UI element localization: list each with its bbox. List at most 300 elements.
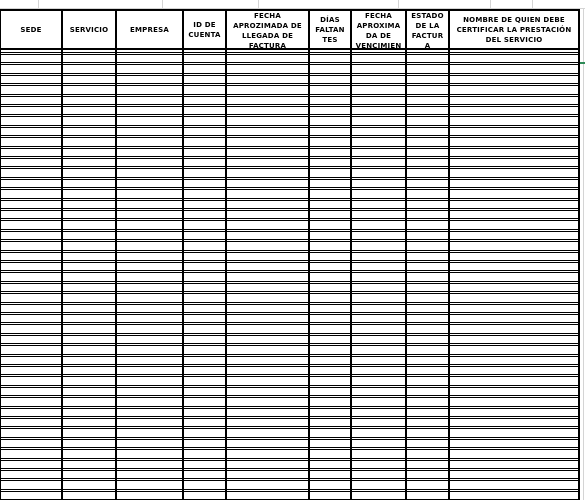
- table-cell[interactable]: [450, 305, 578, 312]
- table-cell[interactable]: [63, 149, 115, 156]
- table-cell[interactable]: [310, 190, 350, 197]
- table-cell[interactable]: [227, 117, 308, 124]
- table-cell[interactable]: [117, 481, 182, 488]
- table-cell[interactable]: [117, 388, 182, 395]
- table-cell[interactable]: [407, 388, 448, 395]
- table-cell[interactable]: [1, 315, 61, 322]
- table-cell[interactable]: [184, 117, 225, 124]
- table-cell[interactable]: [117, 180, 182, 187]
- table-cell[interactable]: [1, 461, 61, 468]
- table-cell[interactable]: [1, 159, 61, 166]
- table-cell[interactable]: [310, 492, 350, 499]
- table-cell[interactable]: [117, 149, 182, 156]
- table-cell[interactable]: [352, 440, 405, 447]
- table-cell[interactable]: [184, 357, 225, 364]
- table-cell[interactable]: [117, 55, 182, 62]
- table-cell[interactable]: [310, 325, 350, 332]
- table-cell[interactable]: [63, 429, 115, 436]
- table-cell[interactable]: [1, 273, 61, 280]
- table-cell[interactable]: [352, 55, 405, 62]
- table-cell[interactable]: [184, 346, 225, 353]
- table-cell[interactable]: [63, 377, 115, 384]
- table-cell[interactable]: [450, 440, 578, 447]
- table-cell[interactable]: [310, 336, 350, 343]
- table-cell[interactable]: [184, 377, 225, 384]
- table-cell[interactable]: [1, 492, 61, 499]
- table-cell[interactable]: [450, 336, 578, 343]
- table-cell[interactable]: [117, 357, 182, 364]
- table-cell[interactable]: [407, 76, 448, 83]
- table-cell[interactable]: [407, 253, 448, 260]
- table-cell[interactable]: [63, 461, 115, 468]
- table-cell[interactable]: [310, 180, 350, 187]
- table-cell[interactable]: [184, 409, 225, 416]
- table-cell[interactable]: [450, 55, 578, 62]
- table-cell[interactable]: [184, 263, 225, 270]
- table-cell[interactable]: [1, 367, 61, 374]
- table-cell[interactable]: [117, 367, 182, 374]
- table-cell[interactable]: [407, 461, 448, 468]
- table-cell[interactable]: [352, 450, 405, 457]
- table-cell[interactable]: [184, 211, 225, 218]
- table-cell[interactable]: [407, 336, 448, 343]
- table-cell[interactable]: [450, 65, 578, 72]
- table-cell[interactable]: [227, 294, 308, 301]
- table-cell[interactable]: [352, 138, 405, 145]
- table-cell[interactable]: [184, 97, 225, 104]
- table-cell[interactable]: [310, 263, 350, 270]
- table-cell[interactable]: [117, 492, 182, 499]
- table-cell[interactable]: [310, 55, 350, 62]
- table-cell[interactable]: [450, 284, 578, 291]
- table-cell[interactable]: [450, 232, 578, 239]
- table-cell[interactable]: [227, 409, 308, 416]
- table-cell[interactable]: [117, 253, 182, 260]
- table-cell[interactable]: [117, 273, 182, 280]
- table-cell[interactable]: [1, 149, 61, 156]
- table-cell[interactable]: [407, 346, 448, 353]
- table-cell[interactable]: [227, 471, 308, 478]
- table-cell[interactable]: [352, 263, 405, 270]
- table-cell[interactable]: [184, 242, 225, 249]
- table-cell[interactable]: [450, 357, 578, 364]
- table-cell[interactable]: [63, 440, 115, 447]
- table-cell[interactable]: [117, 97, 182, 104]
- table-cell[interactable]: [184, 190, 225, 197]
- table-cell[interactable]: [117, 409, 182, 416]
- table-cell[interactable]: [310, 65, 350, 72]
- table-cell[interactable]: [310, 461, 350, 468]
- table-cell[interactable]: [1, 346, 61, 353]
- table-cell[interactable]: [352, 97, 405, 104]
- table-cell[interactable]: [310, 429, 350, 436]
- table-cell[interactable]: [63, 201, 115, 208]
- table-cell[interactable]: [227, 284, 308, 291]
- table-cell[interactable]: [352, 76, 405, 83]
- table-cell[interactable]: [407, 180, 448, 187]
- table-cell[interactable]: [450, 201, 578, 208]
- table-cell[interactable]: [1, 242, 61, 249]
- table-cell[interactable]: [117, 429, 182, 436]
- table-cell[interactable]: [63, 492, 115, 499]
- table-cell[interactable]: [227, 128, 308, 135]
- table-cell[interactable]: [310, 419, 350, 426]
- table-cell[interactable]: [63, 232, 115, 239]
- table-cell[interactable]: [450, 159, 578, 166]
- table-cell[interactable]: [352, 357, 405, 364]
- table-cell[interactable]: [184, 440, 225, 447]
- table-cell[interactable]: [63, 419, 115, 426]
- table-cell[interactable]: [227, 492, 308, 499]
- table-cell[interactable]: [1, 138, 61, 145]
- table-cell[interactable]: [117, 107, 182, 114]
- table-cell[interactable]: [1, 409, 61, 416]
- table-cell[interactable]: [310, 149, 350, 156]
- table-cell[interactable]: [310, 481, 350, 488]
- table-cell[interactable]: [310, 221, 350, 228]
- table-cell[interactable]: [310, 440, 350, 447]
- table-cell[interactable]: [184, 419, 225, 426]
- table-cell[interactable]: [352, 315, 405, 322]
- table-cell[interactable]: [450, 429, 578, 436]
- table-cell[interactable]: [117, 440, 182, 447]
- table-cell[interactable]: [63, 294, 115, 301]
- table-cell[interactable]: [1, 377, 61, 384]
- table-cell[interactable]: [227, 419, 308, 426]
- table-cell[interactable]: [63, 128, 115, 135]
- table-cell[interactable]: [227, 388, 308, 395]
- table-cell[interactable]: [1, 232, 61, 239]
- table-cell[interactable]: [352, 221, 405, 228]
- table-cell[interactable]: [450, 325, 578, 332]
- table-cell[interactable]: [227, 138, 308, 145]
- table-cell[interactable]: [184, 398, 225, 405]
- table-cell[interactable]: [1, 284, 61, 291]
- table-cell[interactable]: [227, 367, 308, 374]
- table-cell[interactable]: [352, 273, 405, 280]
- table-cell[interactable]: [227, 97, 308, 104]
- table-cell[interactable]: [1, 211, 61, 218]
- table-cell[interactable]: [310, 117, 350, 124]
- table-cell[interactable]: [450, 169, 578, 176]
- table-cell[interactable]: [450, 128, 578, 135]
- table-cell[interactable]: [227, 159, 308, 166]
- table-cell[interactable]: [450, 461, 578, 468]
- table-cell[interactable]: [1, 86, 61, 93]
- table-cell[interactable]: [117, 65, 182, 72]
- table-cell[interactable]: [450, 138, 578, 145]
- table-cell[interactable]: [63, 263, 115, 270]
- table-cell[interactable]: [352, 253, 405, 260]
- table-cell[interactable]: [407, 357, 448, 364]
- table-cell[interactable]: [227, 305, 308, 312]
- table-cell[interactable]: [117, 461, 182, 468]
- table-cell[interactable]: [227, 169, 308, 176]
- table-cell[interactable]: [450, 76, 578, 83]
- table-cell[interactable]: [352, 201, 405, 208]
- table-cell[interactable]: [184, 273, 225, 280]
- table-cell[interactable]: [310, 242, 350, 249]
- table-cell[interactable]: [227, 242, 308, 249]
- table-cell[interactable]: [63, 336, 115, 343]
- table-cell[interactable]: [227, 201, 308, 208]
- table-cell[interactable]: [63, 221, 115, 228]
- table-cell[interactable]: [1, 357, 61, 364]
- table-cell[interactable]: [352, 492, 405, 499]
- table-cell[interactable]: [450, 263, 578, 270]
- table-cell[interactable]: [1, 440, 61, 447]
- table-cell[interactable]: [450, 190, 578, 197]
- table-cell[interactable]: [1, 336, 61, 343]
- table-cell[interactable]: [352, 336, 405, 343]
- table-cell[interactable]: [63, 284, 115, 291]
- table-cell[interactable]: [117, 128, 182, 135]
- table-cell[interactable]: [450, 253, 578, 260]
- table-cell[interactable]: [310, 273, 350, 280]
- table-cell[interactable]: [63, 138, 115, 145]
- table-cell[interactable]: [227, 315, 308, 322]
- table-cell[interactable]: [63, 86, 115, 93]
- table-cell[interactable]: [63, 450, 115, 457]
- table-cell[interactable]: [117, 201, 182, 208]
- table-cell[interactable]: [117, 211, 182, 218]
- table-cell[interactable]: [184, 159, 225, 166]
- table-cell[interactable]: [310, 471, 350, 478]
- table-cell[interactable]: [310, 107, 350, 114]
- table-cell[interactable]: [407, 128, 448, 135]
- table-cell[interactable]: [227, 149, 308, 156]
- table-cell[interactable]: [310, 367, 350, 374]
- table-cell[interactable]: [450, 294, 578, 301]
- table-cell[interactable]: [63, 211, 115, 218]
- table-cell[interactable]: [352, 107, 405, 114]
- table-cell[interactable]: [117, 190, 182, 197]
- table-cell[interactable]: [352, 294, 405, 301]
- table-cell[interactable]: [117, 159, 182, 166]
- table-cell[interactable]: [63, 107, 115, 114]
- table-cell[interactable]: [227, 336, 308, 343]
- table-cell[interactable]: [184, 315, 225, 322]
- table-cell[interactable]: [352, 419, 405, 426]
- table-cell[interactable]: [117, 419, 182, 426]
- table-cell[interactable]: [227, 398, 308, 405]
- table-cell[interactable]: [227, 450, 308, 457]
- table-cell[interactable]: [63, 242, 115, 249]
- table-cell[interactable]: [352, 367, 405, 374]
- table-cell[interactable]: [352, 65, 405, 72]
- table-cell[interactable]: [407, 481, 448, 488]
- table-cell[interactable]: [117, 398, 182, 405]
- table-cell[interactable]: [63, 398, 115, 405]
- table-cell[interactable]: [63, 346, 115, 353]
- table-cell[interactable]: [310, 294, 350, 301]
- table-cell[interactable]: [310, 284, 350, 291]
- table-cell[interactable]: [63, 388, 115, 395]
- table-cell[interactable]: [63, 305, 115, 312]
- table-cell[interactable]: [1, 107, 61, 114]
- table-cell[interactable]: [352, 211, 405, 218]
- table-cell[interactable]: [310, 97, 350, 104]
- table-cell[interactable]: [184, 450, 225, 457]
- table-cell[interactable]: [227, 346, 308, 353]
- table-cell[interactable]: [117, 169, 182, 176]
- table-cell[interactable]: [310, 159, 350, 166]
- table-cell[interactable]: [184, 461, 225, 468]
- table-cell[interactable]: [227, 357, 308, 364]
- table-cell[interactable]: [407, 419, 448, 426]
- table-cell[interactable]: [227, 440, 308, 447]
- table-cell[interactable]: [1, 253, 61, 260]
- table-cell[interactable]: [117, 315, 182, 322]
- table-cell[interactable]: [407, 440, 448, 447]
- table-cell[interactable]: [352, 117, 405, 124]
- table-cell[interactable]: [407, 471, 448, 478]
- table-cell[interactable]: [352, 149, 405, 156]
- table-cell[interactable]: [117, 377, 182, 384]
- table-cell[interactable]: [450, 315, 578, 322]
- table-cell[interactable]: [63, 55, 115, 62]
- table-cell[interactable]: [184, 305, 225, 312]
- table-cell[interactable]: [184, 325, 225, 332]
- table-cell[interactable]: [450, 388, 578, 395]
- table-cell[interactable]: [184, 201, 225, 208]
- table-cell[interactable]: [117, 232, 182, 239]
- table-cell[interactable]: [310, 315, 350, 322]
- table-cell[interactable]: [1, 180, 61, 187]
- table-cell[interactable]: [117, 294, 182, 301]
- table-cell[interactable]: [63, 409, 115, 416]
- table-cell[interactable]: [184, 169, 225, 176]
- table-cell[interactable]: [407, 284, 448, 291]
- table-cell[interactable]: [63, 117, 115, 124]
- table-cell[interactable]: [184, 388, 225, 395]
- table-cell[interactable]: [352, 346, 405, 353]
- table-cell[interactable]: [184, 284, 225, 291]
- table-cell[interactable]: [310, 377, 350, 384]
- table-cell[interactable]: [310, 388, 350, 395]
- table-cell[interactable]: [63, 273, 115, 280]
- table-cell[interactable]: [352, 284, 405, 291]
- table-cell[interactable]: [352, 481, 405, 488]
- table-cell[interactable]: [63, 180, 115, 187]
- table-cell[interactable]: [1, 325, 61, 332]
- table-cell[interactable]: [117, 450, 182, 457]
- table-cell[interactable]: [407, 263, 448, 270]
- table-cell[interactable]: [310, 409, 350, 416]
- table-cell[interactable]: [227, 232, 308, 239]
- table-cell[interactable]: [352, 429, 405, 436]
- table-cell[interactable]: [450, 180, 578, 187]
- table-cell[interactable]: [407, 398, 448, 405]
- table-cell[interactable]: [352, 377, 405, 384]
- table-cell[interactable]: [117, 221, 182, 228]
- table-cell[interactable]: [407, 273, 448, 280]
- table-cell[interactable]: [184, 180, 225, 187]
- table-cell[interactable]: [63, 315, 115, 322]
- table-cell[interactable]: [450, 409, 578, 416]
- table-cell[interactable]: [310, 398, 350, 405]
- table-cell[interactable]: [352, 471, 405, 478]
- table-cell[interactable]: [227, 461, 308, 468]
- table-cell[interactable]: [227, 325, 308, 332]
- table-cell[interactable]: [227, 211, 308, 218]
- table-cell[interactable]: [407, 294, 448, 301]
- table-cell[interactable]: [310, 305, 350, 312]
- table-cell[interactable]: [352, 409, 405, 416]
- table-cell[interactable]: [1, 481, 61, 488]
- table-cell[interactable]: [352, 461, 405, 468]
- table-cell[interactable]: [63, 169, 115, 176]
- table-cell[interactable]: [310, 357, 350, 364]
- table-cell[interactable]: [352, 325, 405, 332]
- table-cell[interactable]: [227, 107, 308, 114]
- table-cell[interactable]: [310, 138, 350, 145]
- table-cell[interactable]: [407, 159, 448, 166]
- table-cell[interactable]: [407, 242, 448, 249]
- table-cell[interactable]: [63, 159, 115, 166]
- table-cell[interactable]: [310, 86, 350, 93]
- table-cell[interactable]: [407, 221, 448, 228]
- table-cell[interactable]: [184, 492, 225, 499]
- table-cell[interactable]: [184, 336, 225, 343]
- table-cell[interactable]: [184, 65, 225, 72]
- table-cell[interactable]: [407, 409, 448, 416]
- table-cell[interactable]: [63, 471, 115, 478]
- table-cell[interactable]: [184, 481, 225, 488]
- table-cell[interactable]: [450, 97, 578, 104]
- table-cell[interactable]: [407, 117, 448, 124]
- table-cell[interactable]: [117, 325, 182, 332]
- table-cell[interactable]: [1, 169, 61, 176]
- table-cell[interactable]: [450, 367, 578, 374]
- table-cell[interactable]: [450, 450, 578, 457]
- table-cell[interactable]: [63, 76, 115, 83]
- table-cell[interactable]: [407, 97, 448, 104]
- table-cell[interactable]: [310, 346, 350, 353]
- table-cell[interactable]: [310, 232, 350, 239]
- table-cell[interactable]: [450, 492, 578, 499]
- table-cell[interactable]: [1, 388, 61, 395]
- table-cell[interactable]: [63, 253, 115, 260]
- table-cell[interactable]: [352, 398, 405, 405]
- table-cell[interactable]: [450, 377, 578, 384]
- table-cell[interactable]: [1, 117, 61, 124]
- table-cell[interactable]: [450, 346, 578, 353]
- table-cell[interactable]: [184, 76, 225, 83]
- table-cell[interactable]: [184, 232, 225, 239]
- table-cell[interactable]: [1, 429, 61, 436]
- table-cell[interactable]: [184, 471, 225, 478]
- table-cell[interactable]: [63, 97, 115, 104]
- table-cell[interactable]: [352, 180, 405, 187]
- table-cell[interactable]: [450, 419, 578, 426]
- table-cell[interactable]: [450, 117, 578, 124]
- table-cell[interactable]: [407, 315, 448, 322]
- table-cell[interactable]: [184, 253, 225, 260]
- table-cell[interactable]: [63, 357, 115, 364]
- table-cell[interactable]: [227, 263, 308, 270]
- table-cell[interactable]: [352, 86, 405, 93]
- table-cell[interactable]: [1, 419, 61, 426]
- table-cell[interactable]: [1, 201, 61, 208]
- table-cell[interactable]: [407, 190, 448, 197]
- table-cell[interactable]: [407, 450, 448, 457]
- table-cell[interactable]: [117, 346, 182, 353]
- table-cell[interactable]: [117, 284, 182, 291]
- table-cell[interactable]: [184, 138, 225, 145]
- table-cell[interactable]: [117, 117, 182, 124]
- table-cell[interactable]: [407, 55, 448, 62]
